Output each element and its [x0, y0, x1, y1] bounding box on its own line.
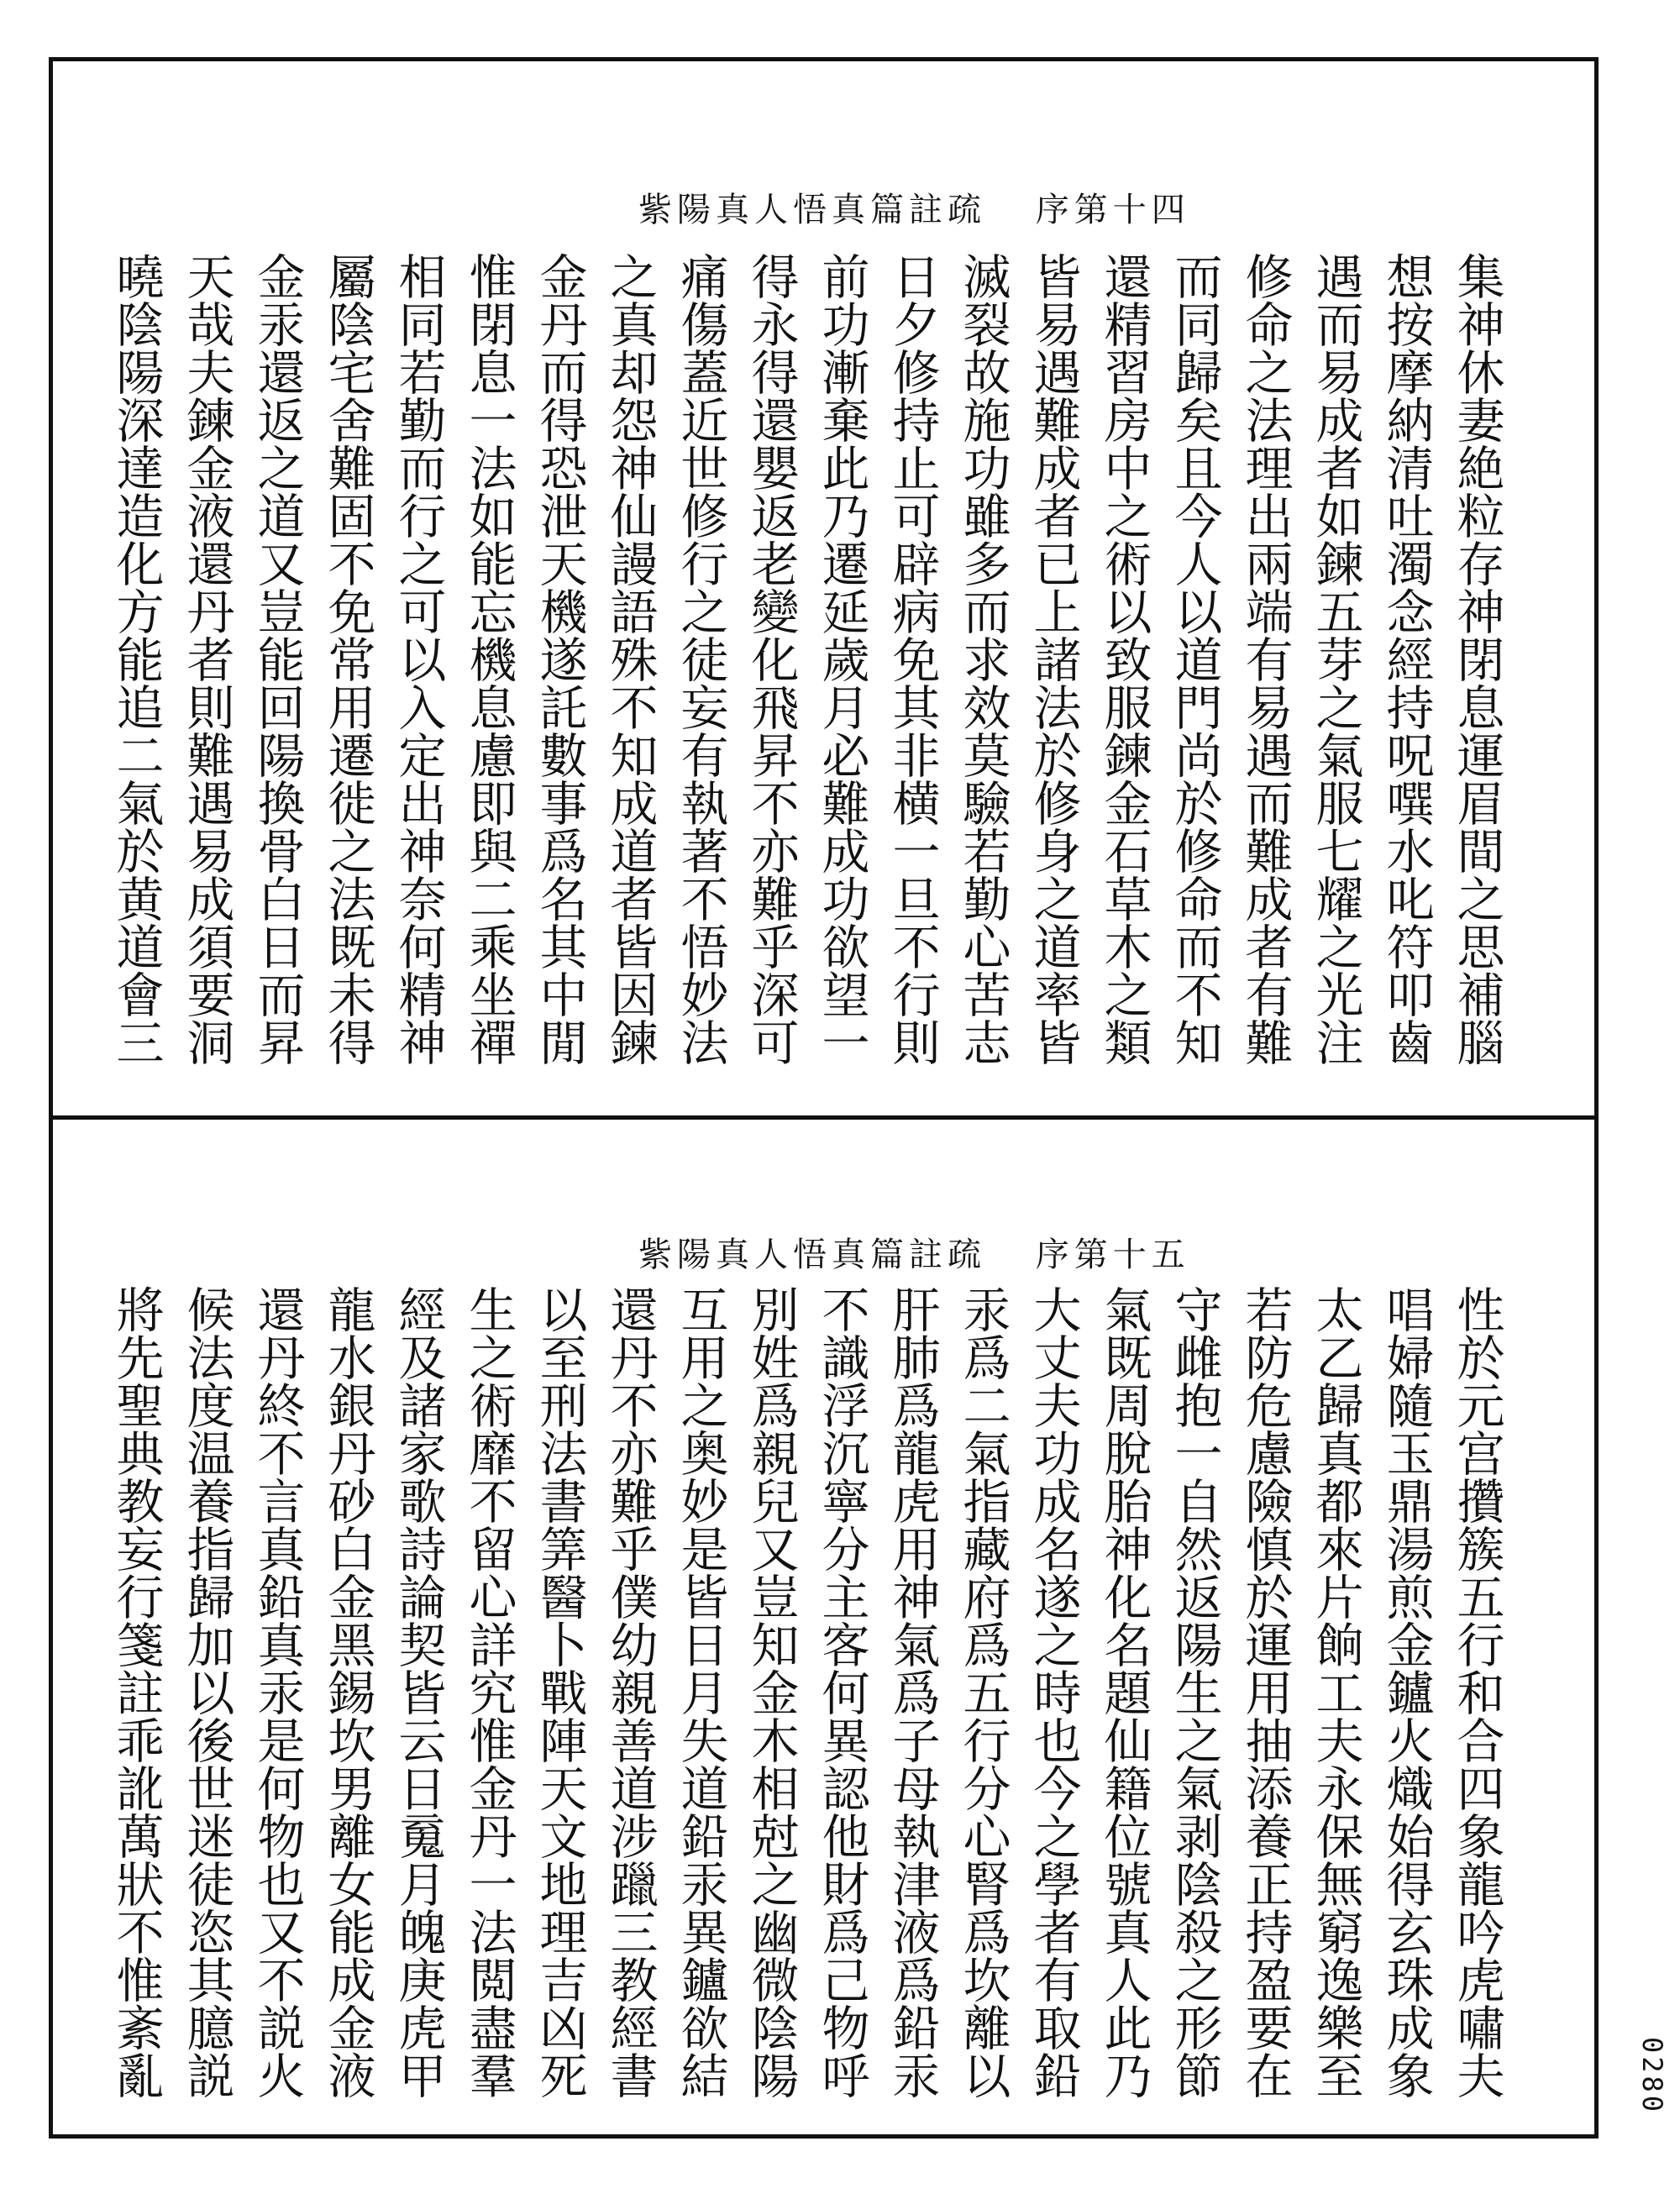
- bottom-text-column: 性於元宫攢簇五行和合四象龍吟虎嘯夫: [1449, 1285, 1504, 2099]
- top-text-column: 金丹而得恐泄天機遂託數事爲名其中閒: [532, 252, 587, 1066]
- top-text-column: 得永得還嬰返老變化飛昇不亦難乎深可: [743, 252, 799, 1066]
- top-text-column: 而同歸矣且今人以道門尚於修命而不知: [1167, 252, 1222, 1066]
- top-text-column: 日夕修持止可辟病免其非横一旦不行則: [885, 252, 940, 1066]
- bottom-text-column: 汞爲二氣指藏府爲五行分心腎爲坎離以: [955, 1285, 1011, 2099]
- top-text-column: 前功漸棄此乃遷延歲月必難成功欲望一: [814, 252, 869, 1066]
- bottom-text-column: 還丹不亦難乎僕幼親善道涉躐三教經書: [602, 1285, 658, 2099]
- bottom-text-block: [101, 1285, 1512, 2125]
- bottom-header-section: 序第十五: [1035, 1236, 1190, 1274]
- bottom-text-column: 經及諸家歌詩論契皆云日䰟月魄庚虎甲: [391, 1285, 446, 2099]
- bottom-header-title: 紫陽真人悟真篇註疏: [638, 1236, 986, 1274]
- bottom-text-column: 龍水銀丹砂白金黑錫坎男離女能成金液: [320, 1285, 375, 2099]
- top-text-column: 滅裂故施功雖多而求效莫驗若勤心苦志: [955, 252, 1011, 1066]
- top-text-column: 屬陰宅舍難固不免常用遷徙之法既未得: [320, 252, 375, 1066]
- bottom-text-column: 大丈夫功成名遂之時也今之學者有取鉛: [1026, 1285, 1081, 2099]
- top-text-column: 修命之法理出兩端有易遇而難成者有難: [1237, 252, 1293, 1066]
- bottom-text-column: 守雌抱一自然返陽生之氣剥陰殺之形節: [1167, 1285, 1222, 2099]
- bottom-text-column: 將先聖典教妄行箋註乖訛萬狀不惟紊亂: [108, 1285, 164, 2099]
- top-text-column: 天哉夫鍊金液還丹者則難遇易成須要洞: [179, 252, 234, 1066]
- bottom-text-column: 唱婦隨玉鼎湯煎金鑪火熾始得玄珠成象: [1378, 1285, 1434, 2099]
- top-text-block: [101, 252, 1512, 1092]
- top-header: [638, 183, 1190, 231]
- bottom-header: [638, 1228, 1190, 1276]
- bottom-text-column: 別姓爲親兒又豈知金木相尅之幽微陰陽: [743, 1285, 799, 2099]
- top-header-title: 紫陽真人悟真篇註疏: [638, 191, 986, 229]
- top-text-column: 曉陰陽深達造化方能追二氣於黄道會三: [108, 252, 164, 1066]
- bottom-text-column: 互用之奥妙是皆日月失道鉛汞異鑪欲結: [673, 1285, 728, 2099]
- top-text-column: 想按摩納清吐濁念經持呪噀水叱符叩齒: [1378, 252, 1434, 1066]
- top-text-column: 還精習房中之術以致服鍊金石草木之類: [1096, 252, 1152, 1066]
- bottom-text-column: 不識浮沉寧分主客何異認他財爲己物呼: [814, 1285, 869, 2099]
- top-text-column: 相同若勤而行之可以入定出神奈何精神: [391, 252, 446, 1066]
- bottom-text-column: 肝肺爲龍虎用神氣爲子母執津液爲鉛汞: [885, 1285, 940, 2099]
- top-text-column: 集神休妻絶粒存神閉息運眉間之思補腦: [1449, 252, 1504, 1066]
- top-text-column: 金汞還返之道又豈能回陽換骨白日而昇: [249, 252, 305, 1066]
- bottom-text-column: 太乙歸真都來片餉工夫永保無窮逸樂至: [1308, 1285, 1363, 2099]
- half-divider: [49, 1115, 1599, 1120]
- page-number: 0280: [1636, 2037, 1668, 2116]
- bottom-text-column: 候法度温養指歸加以後世迷徒恣其臆説: [179, 1285, 234, 2099]
- top-text-column: 惟閉息一法如能忘機息慮即與二乘坐禪: [461, 252, 517, 1066]
- top-text-column: 之真却怨神仙謾語殊不知成道者皆因鍊: [602, 252, 658, 1066]
- bottom-text-column: 還丹終不言真鉛真汞是何物也又不説火: [249, 1285, 305, 2099]
- bottom-text-column: 以至刑法書筭醫卜戰陣天文地理吉凶死: [532, 1285, 587, 2099]
- bottom-text-column: 生之術靡不留心詳究惟金丹一法閲盡羣: [461, 1285, 517, 2099]
- top-text-column: 痛傷蓋近世修行之徒妄有執著不悟妙法: [673, 252, 728, 1066]
- top-text-column: 遇而易成者如鍊五芽之氣服七耀之光注: [1308, 252, 1363, 1066]
- bottom-text-column: 氣既周脫胎神化名題仙籍位號真人此乃: [1096, 1285, 1152, 2099]
- top-text-column: 皆易遇難成者已上諸法於修身之道率皆: [1026, 252, 1081, 1066]
- bottom-text-column: 若防危慮險慎於運用抽添養正持盈要在: [1237, 1285, 1293, 2099]
- top-header-section: 序第十四: [1035, 191, 1190, 229]
